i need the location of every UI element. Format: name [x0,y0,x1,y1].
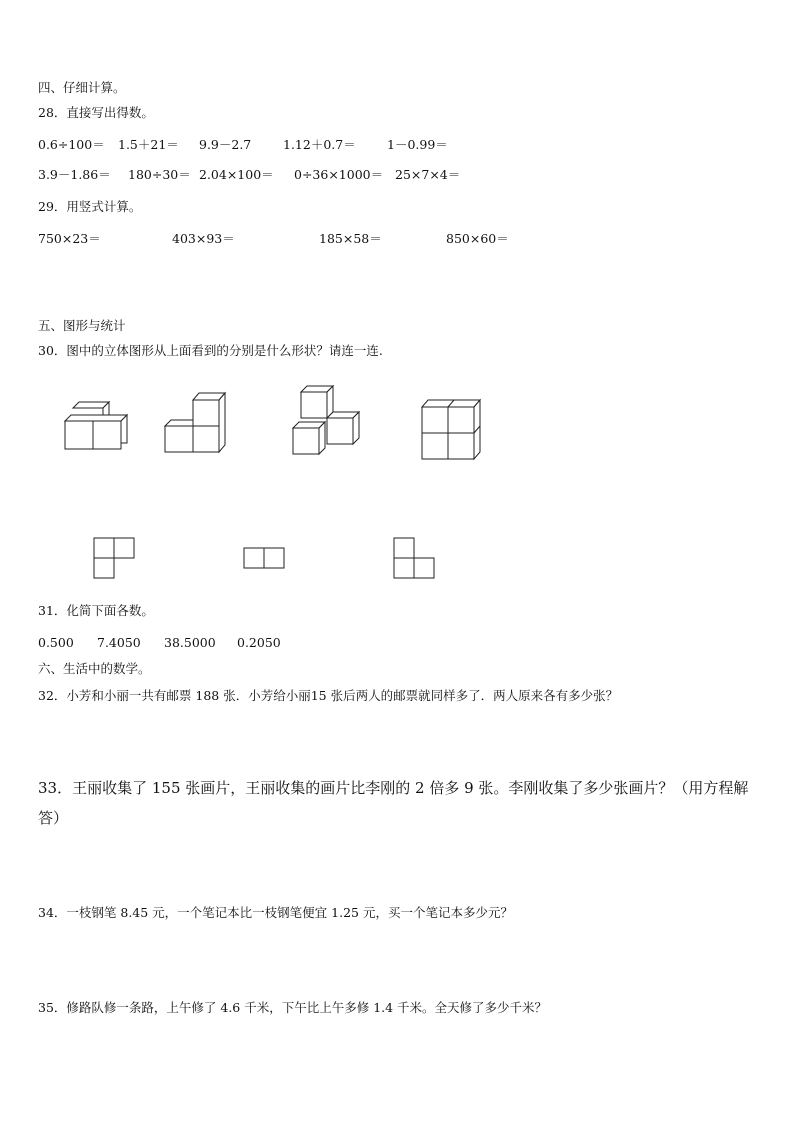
calc-item: 180÷30＝ [128,167,191,182]
question-33-text: 33．王丽收集了 155 张画片，王丽收集的画片比李刚的 2 倍多 9 张。李刚收集了多少张画片？（用方程解答） [38,779,749,827]
question-30-title: 30．图中的立体图形从上面看到的分别是什么形状？请连一连. [38,343,383,358]
calc-item: 750×23＝ [38,231,101,246]
section-five-heading: 五、图形与统计 [38,318,126,333]
calc-item: 0.6÷100＝ [38,137,105,152]
top-view-shape-1 [92,536,138,582]
question-31-items [0,635,794,651]
solid-figure-3 [288,384,364,458]
calc-item: 403×93＝ [172,231,235,246]
question-28-title: 28．直接写出得数。 [38,105,154,120]
calc-item: 1.12＋0.7＝ [283,137,356,152]
calc-item: 3.9－1.86＝ [38,167,111,182]
number-item: 0.500 [38,635,74,650]
solid-figure-1 [60,400,130,455]
calc-item: 1－0.99＝ [387,137,448,152]
top-view-shape-2 [242,546,288,572]
solid-figure-2 [160,388,230,455]
question-29-items [0,231,794,247]
question-31-title: 31．化简下面各数。 [38,603,154,618]
number-item: 38.5000 [164,635,216,650]
question-28-row-1 [0,137,794,153]
question-35-text: 35．修路队修一条路，上午修了 4.6 千米，下午比上午多修 1.4 千米。全天修了多少千米？ [38,1000,548,1015]
calc-item: 9.9－2.7 [199,137,252,152]
top-view-shape-3 [392,536,438,582]
solid-figure-4 [418,396,484,462]
section-six-heading: 六、生活中的数学。 [38,661,151,676]
calc-item: 850×60＝ [446,231,509,246]
question-34-text: 34．一枝钢笔 8.45 元，一个笔记本比一枝钢笔便宜 1.25 元，买一个笔记本多少元？ [38,905,513,920]
calc-item: 1.5＋21＝ [118,137,179,152]
question-29-title: 29．用竖式计算。 [38,199,142,214]
question-32-text: 32．小芳和小丽一共有邮票 188 张．小芳给小丽15 张后两人的邮票就同样多了．两人原来各有多少张？ [38,688,619,703]
calc-item: 185×58＝ [319,231,382,246]
section-four-heading: 四、仔细计算。 [38,80,126,95]
calc-item: 25×7×4＝ [395,167,461,182]
number-item: 7.4050 [97,635,141,650]
number-item: 0.2050 [237,635,281,650]
calc-item: 0÷36×1000＝ [294,167,384,182]
calc-item: 2.04×100＝ [199,167,274,182]
question-28-row-2 [0,167,794,183]
